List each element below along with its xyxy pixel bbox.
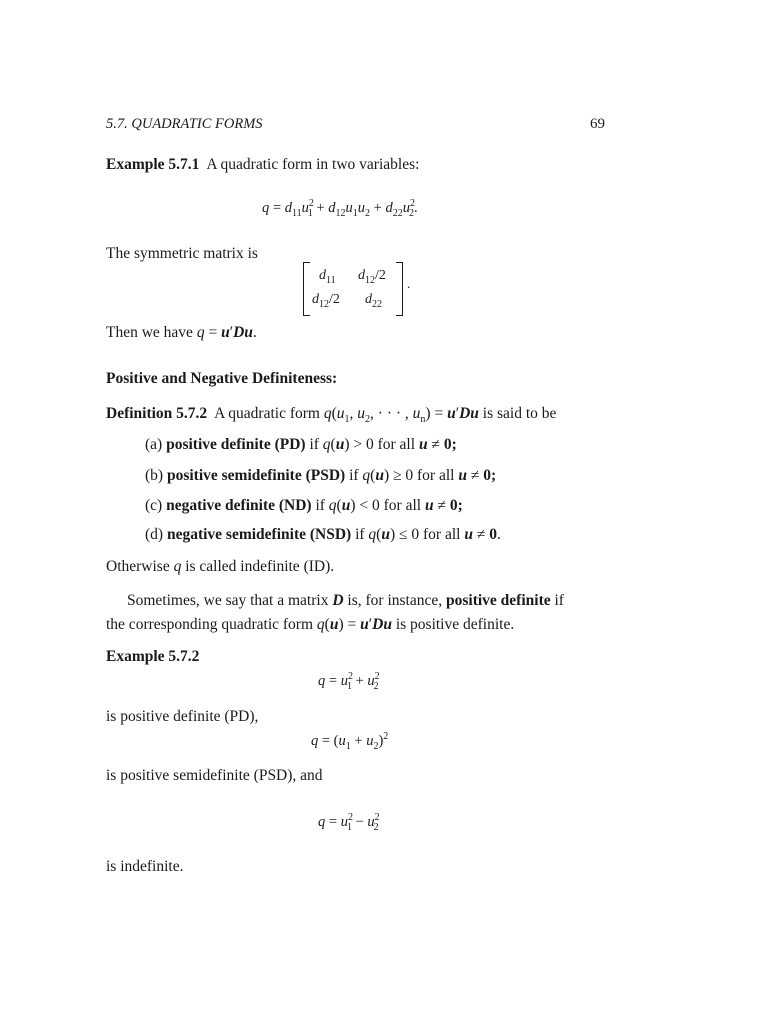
item-tag: (d) (145, 526, 164, 543)
then-text: Then we have (106, 324, 193, 341)
item-if: if (315, 497, 325, 514)
item-if: if (309, 436, 319, 453)
para-text: if (554, 592, 564, 609)
indefinite-text: is indefinite. (106, 858, 184, 875)
then-line: Then we have q = u′Du. (106, 324, 257, 341)
psd-text: is positive semidefinite (PSD), and (106, 767, 323, 784)
para-bold: positive definite (446, 592, 551, 609)
item-tag: (b) (145, 467, 164, 484)
page-number: 69 (590, 116, 605, 132)
para-text: is positive definite. (395, 616, 515, 633)
item-for-all: for all (423, 526, 461, 543)
example-label: Example 5.7.1 (106, 156, 200, 173)
example-5-7-1-line (106, 156, 419, 174)
definition-line: Definition 5.7.2 A quadratic form $q(u_1$, $u_2$, · · · , $u_n) = u'Du$ is said to be (106, 405, 557, 426)
item-term: positive semidefinite (PSD) (166, 467, 346, 484)
equation-indefinite: $q = u^2_1 - u^2_2$ (318, 812, 380, 833)
called-text: is called indefinite (ID). (185, 558, 335, 575)
symmetric-matrix-text: The symmetric matrix is (106, 245, 258, 262)
example-5-7-2-label: Example 5.7.2 (106, 648, 200, 665)
definition-item-d: (d) negative semidefinite (NSD) if q(u) ≤ 0 for all u ≠ 0. (145, 526, 501, 543)
para-text: the corresponding quadratic form (106, 616, 314, 633)
matrix-cell-21: $d_{12}/2$ (312, 292, 340, 310)
section-heading: Positive and Negative Definiteness: (106, 370, 338, 387)
definition-label: Definition 5.7.2 (106, 405, 208, 422)
item-term: positive definite (PD) (166, 436, 306, 453)
paragraph-line-2: the corresponding quadratic form q(u) = u′Du is positive definite. (106, 616, 515, 633)
definition-item-b: (b) positive semidefinite (PSD) if q(u) ≥ 0 for all u ≠ 0; (145, 467, 497, 484)
item-for-all: for all (383, 497, 422, 514)
item-if: if (355, 526, 365, 543)
definition-said: is said to be (482, 405, 557, 422)
example-intro: A quadratic form in two variables: (206, 156, 420, 173)
equation-pd: $q = u^2_1 + u^2_2$ (318, 671, 380, 692)
para-text: is, for instance, (347, 592, 443, 609)
para-text: Sometimes, we say that a matrix (127, 592, 329, 609)
item-for-all: for all (417, 467, 455, 484)
matrix-cell-12: $d_{12}/2$ (358, 268, 386, 286)
matrix-cell-22: $d_{22}$ (365, 292, 382, 310)
matrix-cell-11: $d_{11}$ (319, 268, 336, 286)
item-term: negative definite (ND) (166, 497, 312, 514)
otherwise-line: Otherwise q is called indefinite (ID). (106, 558, 335, 575)
otherwise-text: Otherwise (106, 558, 170, 575)
item-term: negative semidefinite (NSD) (166, 526, 352, 543)
paragraph-line-1: Sometimes, we say that a matrix D is, for instance, positive definite if (127, 592, 564, 609)
running-header: 5.7. QUADRATIC FORMS (106, 116, 263, 132)
item-tag: (a) (145, 436, 163, 453)
matrix-left-bracket (303, 262, 310, 316)
equation-quadratic-form: $q = d_{11}u^2_1 + d_{12}u_1u_2 + d_{22}u^2_2$. (262, 198, 418, 219)
definition-item-c: (c) negative definite (ND) if q(u) < 0 for all u ≠ 0; (145, 497, 463, 514)
definition-intro: A quadratic form (214, 405, 320, 422)
symmetric-matrix (303, 262, 403, 314)
item-tag: (c) (145, 497, 163, 514)
definition-item-a: (a) positive definite (PD) if q(u) > 0 for all u ≠ 0; (145, 436, 457, 453)
matrix-right-bracket (396, 262, 403, 316)
item-if: if (349, 467, 359, 484)
item-for-all: for all (377, 436, 416, 453)
pd-text: is positive definite (PD), (106, 708, 259, 725)
equation-psd: $q = (u_1 + u_2)^2$ (311, 731, 389, 752)
matrix-period: . (407, 276, 411, 291)
